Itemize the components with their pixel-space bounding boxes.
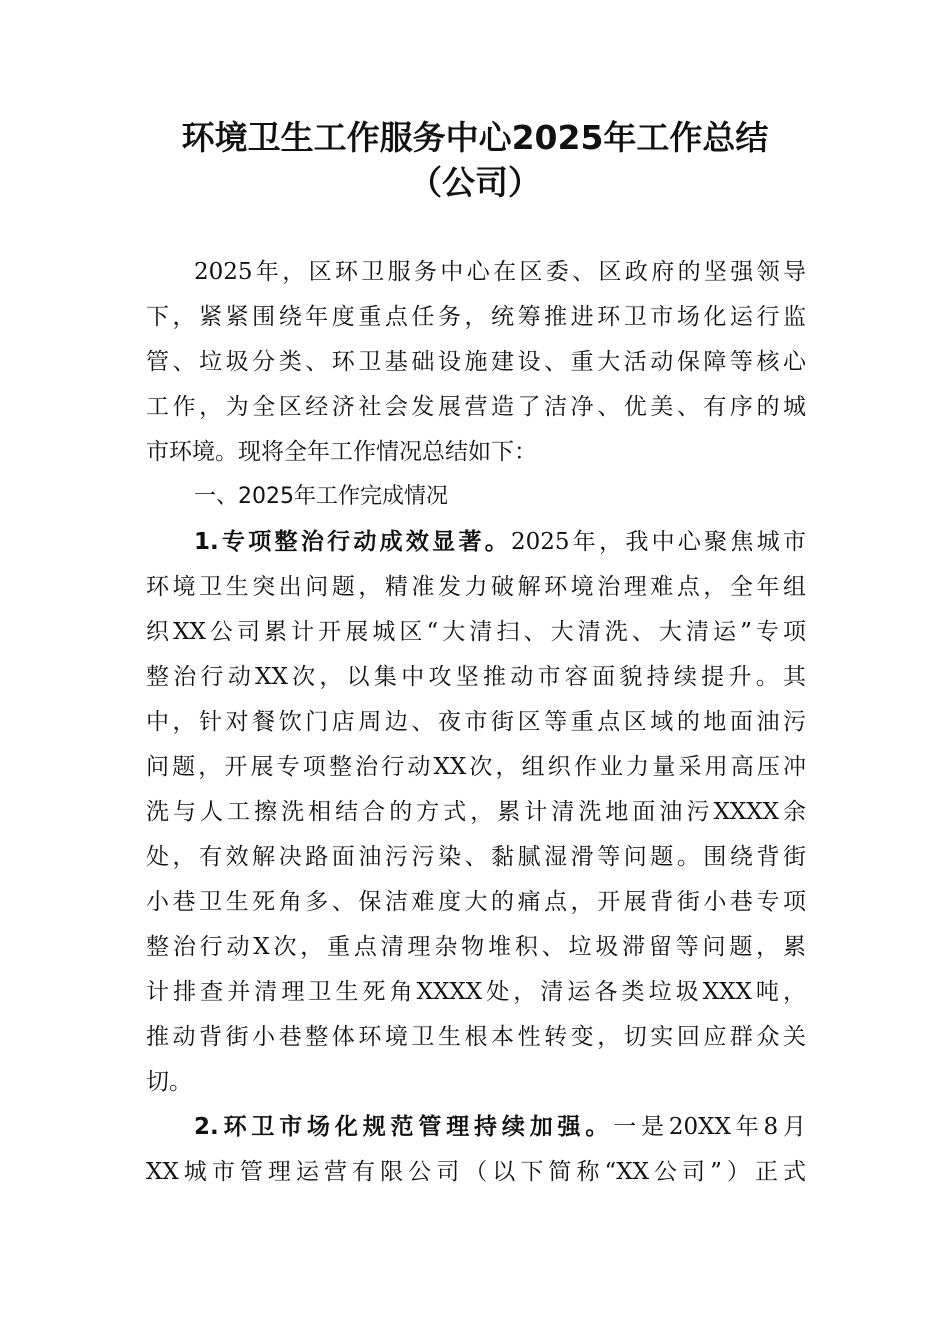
item1-line: 计排查并清理卫生死角XXXX处，清运各类垃圾XXX吨， — [146, 979, 806, 1005]
document-title: 环境卫生工作服务中心2025年工作总结 — [181, 118, 769, 157]
item1-line: 整治行动XX次，以集中攻坚推动市容面貌持续提升。其 — [146, 664, 806, 690]
item1-lead: 1.专项整治行动成效显著。 — [194, 529, 511, 555]
item1-line: 小巷卫生死角多、保洁难度大的痛点，开展背街小巷专项 — [146, 889, 806, 915]
document-subtitle: （公司） — [409, 163, 541, 202]
section-heading: 一、2025年工作完成情况 — [194, 484, 448, 509]
intro-line: 市环境。现将全年工作情况总结如下： — [146, 439, 537, 465]
item1-line: 切。 — [146, 1069, 192, 1095]
item2-first-line-rest: 一是20XX年8月 — [613, 1114, 806, 1140]
item1-line: 中，针对餐饮门店周边、夜市街区等重点区域的地面油污 — [146, 709, 806, 735]
intro-line: 下，紧紧围绕年度重点任务，统筹推进环卫市场化运行监 — [146, 304, 806, 330]
intro-line: 工作，为全区经济社会发展营造了洁净、优美、有序的城 — [146, 394, 806, 420]
item1-first-line-rest: 2025年，我中心聚焦城市 — [511, 529, 806, 555]
item1-line: 洗与人工擦洗相结合的方式，累计清洗地面油污XXXX余 — [146, 799, 806, 825]
item2-lead: 2.环卫市场化规范管理持续加强。 — [194, 1114, 614, 1140]
item1-line: 处，有效解决路面油污污染、黏腻湿滑等问题。围绕背街 — [146, 844, 806, 870]
item1-first-line — [194, 520, 806, 564]
item1-line: 环境卫生突出问题，精准发力破解环境治理难点，全年组 — [146, 574, 806, 600]
item1-line: 整治行动X次，重点清理杂物堆积、垃圾滞留等问题，累 — [146, 934, 806, 960]
intro-line: 2025年，区环卫服务中心在区委、区政府的坚强领导 — [194, 259, 806, 285]
item2-first-line — [194, 1105, 806, 1149]
item2-line: XX城市管理运营有限公司（以下简称“XX公司”）正式 — [146, 1159, 806, 1185]
item1-line: 问题，开展专项整治行动XX次，组织作业力量采用高压冲 — [146, 754, 806, 780]
item1-line: 织XX公司累计开展城区“大清扫、大清洗、大清运”专项 — [146, 619, 806, 645]
item1-line: 推动背街小巷整体环境卫生根本性转变，切实回应群众关 — [146, 1024, 806, 1050]
intro-line: 管、垃圾分类、环卫基础设施建设、重大活动保障等核心 — [146, 349, 806, 375]
